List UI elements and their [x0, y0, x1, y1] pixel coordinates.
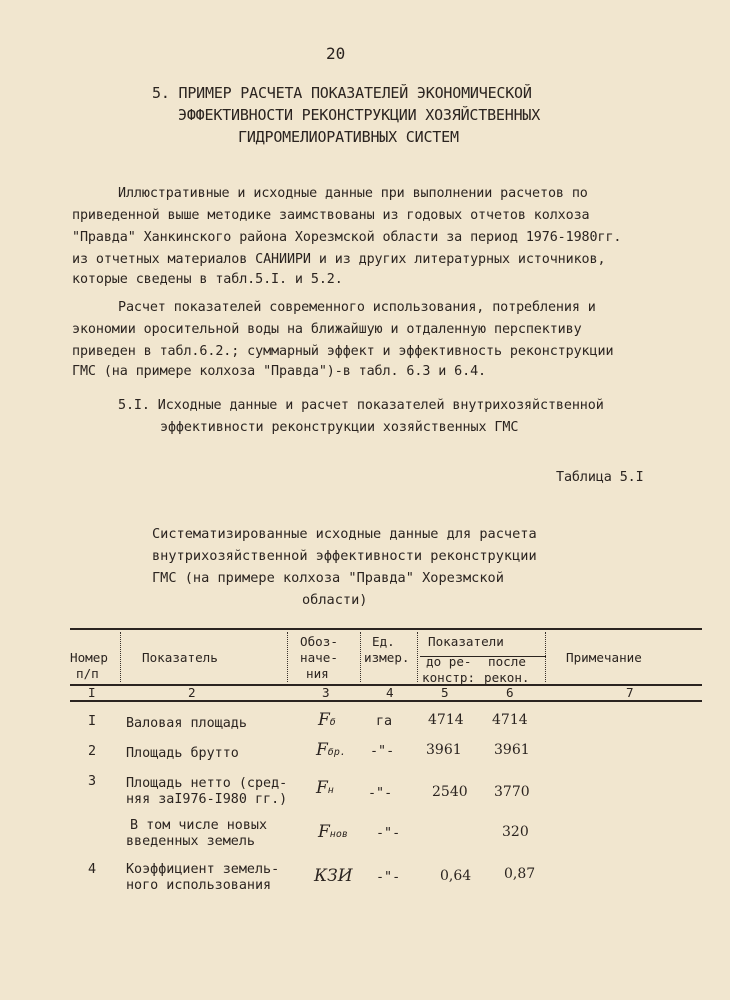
header-after: после — [488, 654, 526, 669]
column-number: 2 — [188, 685, 196, 700]
header-before: констр: — [422, 670, 476, 685]
table-title-line: Систематизированные исходные данные для расчета — [152, 526, 537, 542]
table-title-line: области) — [302, 592, 368, 608]
header-indicator: Показатель — [142, 650, 218, 665]
row-unit: -"- — [376, 870, 401, 885]
row-unit: га — [376, 714, 393, 729]
column-number: 4 — [386, 685, 394, 700]
column-number: 5 — [441, 685, 449, 700]
row-indicator: няя заI976-I980 гг.) — [126, 792, 288, 807]
row-unit: -"- — [376, 826, 401, 841]
row-before: 3961 — [426, 742, 462, 758]
header-after: рекон. — [484, 670, 530, 685]
column-number: 7 — [626, 685, 634, 700]
row-after: 3961 — [494, 742, 530, 758]
row-after: 4714 — [492, 712, 528, 728]
column-number: I — [88, 685, 96, 700]
row-before: 2540 — [432, 784, 468, 800]
header-note: Примечание — [566, 650, 642, 665]
row-indicator: Площадь брутто — [126, 746, 239, 761]
header-unit: Ед. — [372, 634, 395, 649]
column-separator — [360, 632, 361, 682]
heading-line-2: ЭФФЕКТИВНОСТИ РЕКОНСТРУКЦИИ ХОЗЯЙСТВЕННЫХ — [178, 106, 541, 124]
row-after: 0,87 — [504, 866, 536, 882]
column-separator — [545, 632, 546, 682]
section-title-line-1: 5.I. Исходные данные и расчет показателей внутрихозяйственной — [118, 398, 604, 413]
header-designation: ния — [306, 666, 329, 681]
row-symbol: Fбр. — [316, 740, 346, 760]
table-label: Таблица 5.I — [556, 470, 644, 485]
header-before: до ре- — [426, 654, 472, 669]
row-after: 320 — [502, 824, 529, 840]
column-number: 6 — [506, 685, 514, 700]
row-num: 2 — [88, 744, 97, 759]
row-indicator: Площадь нетто (сред- — [126, 776, 288, 791]
row-indicator: Валовая площадь — [126, 716, 247, 731]
row-unit: -"- — [368, 786, 393, 801]
table-title-line: внутрихозяйственной эффективности реконструкции — [152, 548, 537, 564]
row-num: 3 — [88, 774, 97, 789]
heading-line-3: ГИДРОМЕЛИОРАТИВНЫХ СИСТЕМ — [238, 128, 459, 146]
paragraph1-line: Иллюстративные и исходные данные при выполнении расчетов по — [118, 186, 588, 201]
column-separator — [287, 632, 288, 682]
row-symbol: Fнов — [318, 822, 348, 842]
row-indicator: ного использования — [126, 878, 272, 893]
header-num: Номер — [70, 650, 108, 665]
table-top-rule — [70, 628, 702, 630]
paragraph2-line: экономии оросительной воды на ближайшую и отдаленную перспективу — [72, 322, 582, 337]
table-title-line: ГМС (на примере колхоза "Правда" Хорезмской — [152, 570, 504, 586]
row-indicator: Коэффициент земель- — [126, 862, 280, 877]
row-before: 0,64 — [440, 868, 472, 884]
section-title-line-2: эффективности реконструкции хозяйственных ГМС — [160, 420, 519, 435]
column-number: 3 — [322, 685, 330, 700]
column-separator — [120, 632, 121, 682]
header-designation: наче- — [300, 650, 338, 665]
header-designation: Обоз- — [300, 634, 338, 649]
row-num: I — [88, 714, 97, 729]
header-unit: измер. — [364, 650, 410, 665]
row-unit: -"- — [370, 744, 395, 759]
paragraph1-line: приведенной выше методике заимствованы из годовых отчетов колхоза — [72, 208, 590, 223]
paragraph2-line: Расчет показателей современного использования, потребления и — [118, 300, 596, 315]
page-number: 20 — [326, 44, 346, 63]
header-indicators: Показатели — [428, 634, 504, 649]
row-before: 4714 — [428, 712, 464, 728]
heading-line-1: 5. ПРИМЕР РАСЧЕТА ПОКАЗАТЕЛЕЙ ЭКОНОМИЧЕСКОЙ — [152, 84, 532, 102]
column-separator — [417, 632, 418, 682]
row-indicator: В том числе новых — [130, 818, 268, 833]
row-num: 4 — [88, 862, 97, 877]
paragraph2-line: ГМС (на примере колхоза "Правда")-в табл. 6.3 и 6.4. — [72, 364, 487, 379]
paragraph2-line: приведен в табл.6.2.; суммарный эффект и эффективность реконструкции — [72, 344, 614, 359]
column-numbers-rule — [70, 700, 702, 702]
row-after: 3770 — [494, 784, 530, 800]
row-indicator: введенных земель — [126, 834, 255, 849]
row-symbol: Fн — [316, 778, 334, 798]
paragraph1-line: из отчетных материалов САНИИРИ и из других литературных источников, — [72, 252, 606, 267]
header-num-sub: п/п — [76, 666, 99, 681]
paragraph1-line: которые сведены в табл.5.I. и 5.2. — [72, 272, 343, 287]
row-symbol: Fб — [318, 710, 336, 730]
paragraph1-line: "Правда" Ханкинского района Хорезмской области за период 1976-1980гг. — [72, 230, 622, 245]
row-symbol: КЗИ — [314, 866, 353, 886]
